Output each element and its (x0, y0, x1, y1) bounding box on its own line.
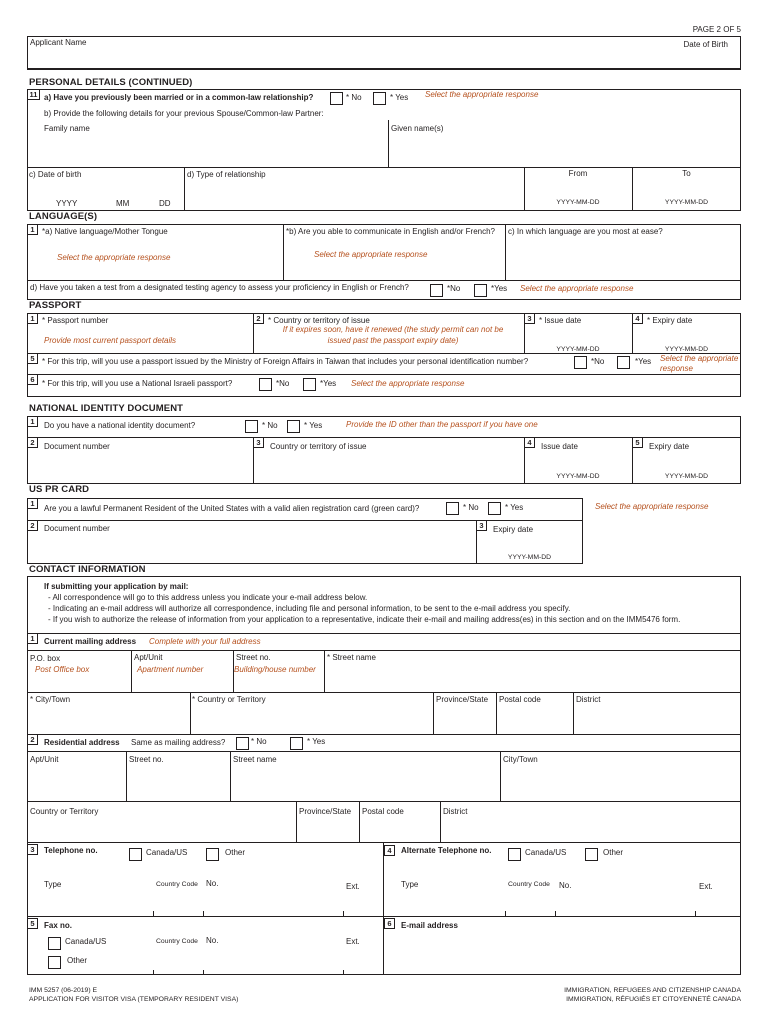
extension-label: Ext. (699, 882, 713, 891)
taiwan-yes-checkbox[interactable] (617, 356, 630, 369)
province-label: Province/State (299, 807, 352, 816)
canada-us-label: Canada/US (525, 848, 567, 857)
hint-text: Apartment number (137, 665, 204, 674)
canada-us-label: Canada/US (146, 848, 188, 857)
issue-date-label: * Issue date (539, 316, 582, 325)
other-label: Other (603, 848, 624, 857)
department-name-fr: IMMIGRATION, RÉFUGIÉS ET CITOYENNETÉ CANADA (566, 996, 741, 1003)
question-number: 1 (27, 633, 38, 644)
hint-text: Select the appropriate response (595, 502, 709, 511)
apt-unit-label: Apt/Unit (30, 755, 59, 764)
previous-relationship-yes-checkbox[interactable] (373, 92, 386, 105)
hint-text: response (660, 364, 693, 373)
fax-label: Fax no. (44, 921, 73, 930)
most-at-ease-label: c) In which language are you most at ease? (508, 227, 663, 236)
from-label: From (568, 169, 588, 178)
mail-instruction: - All correspondence will go to this address unless you indicate your e-mail address below. (48, 593, 368, 602)
section-title-contact: CONTACT INFORMATION (29, 564, 146, 575)
dob-label: c) Date of birth (29, 170, 82, 179)
section-title-personal: PERSONAL DETAILS (CONTINUED) (29, 77, 193, 88)
applicant-name-label: Applicant Name (30, 38, 87, 47)
question-number: 2 (27, 520, 38, 531)
district-label: District (576, 695, 601, 704)
us-pr-yes-checkbox[interactable] (488, 502, 501, 515)
mail-instructions-title: If submitting your application by mail: (44, 582, 189, 591)
israeli-no-checkbox[interactable] (259, 378, 272, 391)
section-title-us-pr-card: US PR CARD (29, 484, 90, 495)
us-pr-no-checkbox[interactable] (446, 502, 459, 515)
date-format-label: YYYY-MM-DD (556, 346, 600, 353)
question-number: 3 (27, 844, 38, 855)
fax-canada-us-checkbox[interactable] (48, 937, 61, 950)
question-number: 1 (27, 224, 38, 235)
dd-label: DD (159, 199, 171, 208)
israeli-yes-checkbox[interactable] (303, 378, 316, 391)
hint-text: Complete with your full address (149, 637, 261, 646)
mailing-address-label: Current mailing address (44, 637, 137, 646)
question-number: 1 (27, 498, 38, 509)
date-format-label: YYYY-MM-DD (556, 473, 600, 480)
yyyy-label: YYYY (56, 199, 78, 208)
question-number: 11 (27, 89, 40, 100)
yes-label: *Yes (320, 379, 337, 388)
other-label: Other (67, 956, 88, 965)
us-pr-question: Are you a lawful Permanent Resident of the United States with a valid alien registration card (green card)? (44, 504, 420, 513)
previous-partner-instructions: b) Provide the following details for your previous Spouse/Common-law Partner: (44, 109, 324, 118)
yes-label: *Yes (491, 284, 508, 293)
question-number: 2 (253, 313, 264, 324)
postal-code-label: Postal code (499, 695, 541, 704)
country-code-label: Country Code (156, 881, 198, 888)
type-label: Type (44, 880, 62, 889)
form-id: IMM 5257 (06-2019) E (29, 987, 98, 994)
number-label: No. (206, 879, 219, 888)
po-box-label: P.O. box (30, 654, 61, 663)
no-label: * No (262, 421, 278, 430)
street-number-label: Street no. (129, 755, 164, 764)
hint-text: Select the appropriate response (57, 253, 171, 262)
mail-instruction: - Indicating an e-mail address will authorize all correspondence, including file and personal information, to be sent to the e-mail address you specify. (48, 604, 571, 613)
question-number: 3 (476, 520, 487, 531)
alt-telephone-other-checkbox[interactable] (585, 848, 598, 861)
question-number: 4 (632, 313, 643, 324)
telephone-label: Telephone no. (44, 846, 98, 855)
hint-text: Select the appropriate response (314, 250, 428, 259)
family-name-label: Family name (44, 124, 90, 133)
expiry-date-label: * Expiry date (647, 316, 693, 325)
given-names-label: Given name(s) (391, 124, 444, 133)
native-language-label: *a) Native language/Mother Tongue (42, 227, 168, 236)
same-address-no-checkbox[interactable] (236, 737, 249, 750)
canada-us-label: Canada/US (65, 937, 107, 946)
date-format-label: YYYY-MM-DD (556, 199, 600, 206)
question-number: 1 (27, 313, 38, 324)
country-of-issue-label: * Country or territory of issue (268, 316, 370, 325)
telephone-canada-us-checkbox[interactable] (129, 848, 142, 861)
question-number: 6 (384, 918, 395, 929)
yes-label: * Yes (505, 503, 524, 512)
expiry-date-label: Expiry date (649, 442, 690, 451)
country-code-label: Country Code (156, 938, 198, 945)
yes-label: * Yes (307, 737, 326, 746)
previous-relationship-no-checkbox[interactable] (330, 92, 343, 105)
city-label: City/Town (503, 755, 538, 764)
question-number: 3 (524, 313, 535, 324)
number-label: No. (559, 881, 572, 890)
communicate-label: *b) Are you able to communicate in English and/or French? (286, 227, 496, 236)
yes-label: * Yes (390, 93, 409, 102)
apt-unit-label: Apt/Unit (134, 653, 163, 662)
personal-details-box (27, 89, 741, 211)
applicant-name-field[interactable] (27, 36, 741, 70)
telephone-other-checkbox[interactable] (206, 848, 219, 861)
province-label: Province/State (436, 695, 489, 704)
hint-text: Select the appropriate response (425, 90, 539, 99)
email-label: E-mail address (401, 921, 458, 930)
no-label: *No (447, 284, 461, 293)
hint-text: Select the appropriate (660, 354, 739, 363)
taiwan-no-checkbox[interactable] (574, 356, 587, 369)
israeli-passport-question: * For this trip, will you use a National Israeli passport? (42, 379, 233, 388)
date-format-label: YYYY-MM-DD (664, 346, 709, 353)
same-address-yes-checkbox[interactable] (290, 737, 303, 750)
question-number: 2 (27, 437, 38, 448)
hint-text: Select the appropriate response (351, 379, 465, 388)
section-title-passport: PASSPORT (29, 300, 82, 311)
document-number-label: Document number (44, 442, 110, 451)
number-label: No. (206, 936, 219, 945)
page-number: PAGE 2 OF 5 (692, 25, 741, 34)
section-title-national-id: NATIONAL IDENTITY DOCUMENT (29, 403, 184, 414)
question-number: 5 (27, 353, 38, 364)
extension-label: Ext. (346, 937, 360, 946)
relationship-type-label: d) Type of relationship (187, 170, 266, 179)
department-name-en: IMMIGRATION, REFUGEES AND CITIZENSHIP CANADA (564, 987, 741, 994)
hint-text: If it expires soon, have it renewed (the study permit can not be (282, 325, 504, 334)
city-label: * City/Town (30, 695, 71, 704)
national-id-no-checkbox[interactable] (245, 420, 258, 433)
alt-telephone-canada-us-checkbox[interactable] (508, 848, 521, 861)
language-test-question: d) Have you taken a test from a designated testing agency to assess your proficiency in English or French? (30, 283, 409, 292)
fax-other-checkbox[interactable] (48, 956, 61, 969)
date-of-birth-label: Date of Birth (683, 40, 728, 49)
hint-text: issued past the passport expiry date) (327, 336, 459, 345)
national-id-yes-checkbox[interactable] (287, 420, 300, 433)
residential-address-label: Residential address (44, 738, 120, 747)
district-label: District (443, 807, 468, 816)
taiwan-passport-question: * For this trip, will you use a passport issued by the Ministry of Foreign Affairs in Taiwan that includes your personal identification number? (42, 357, 529, 366)
language-test-no-checkbox[interactable] (430, 284, 443, 297)
same-as-mailing-label: Same as mailing address? (131, 738, 226, 747)
postal-code-label: Postal code (362, 807, 404, 816)
language-test-yes-checkbox[interactable] (474, 284, 487, 297)
street-name-label: * Street name (327, 653, 376, 662)
date-format-label: YYYY-MM-DD (507, 554, 552, 561)
no-label: * No (251, 737, 267, 746)
mm-label: MM (116, 199, 130, 208)
yes-label: *Yes (635, 357, 652, 366)
date-format-label: YYYY-MM-DD (664, 199, 709, 206)
question-number: 5 (27, 918, 38, 929)
street-number-label: Street no. (236, 653, 271, 662)
question-number: 5 (632, 437, 643, 448)
question-number: 6 (27, 374, 38, 385)
mail-instruction: - If you wish to authorize the release of information from your application to a representative, indicate their e-mail and mailing address(es) in this section and on the IMM5476 form. (48, 615, 681, 624)
hint-text: Post Office box (35, 665, 90, 674)
hint-text: Building/house number (234, 665, 316, 674)
question-number: 3 (253, 437, 264, 448)
hint-text: Provide most current passport details (44, 336, 177, 345)
to-label: To (682, 169, 691, 178)
country-label: * Country or Territory (192, 695, 266, 704)
country-label: Country or Territory (30, 807, 99, 816)
no-label: *No (591, 357, 605, 366)
extension-label: Ext. (346, 882, 360, 891)
issue-date-label: Issue date (541, 442, 578, 451)
form-name: APPLICATION FOR VISITOR VISA (TEMPORARY RESIDENT VISA) (29, 996, 239, 1003)
passport-number-label: * Passport number (42, 316, 109, 325)
country-code-label: Country Code (508, 881, 550, 888)
hint-text: Provide the ID other than the passport if you have one (346, 420, 538, 429)
no-label: *No (276, 379, 290, 388)
hint-text: Select the appropriate response (520, 284, 634, 293)
question-number: 4 (524, 437, 535, 448)
other-label: Other (225, 848, 246, 857)
question-number: 1 (27, 416, 38, 427)
expiry-date-label: Expiry date (493, 525, 534, 534)
section-title-language: LANGUAGE(S) (29, 211, 98, 222)
question-number: 4 (384, 845, 395, 856)
question-number: 2 (27, 734, 38, 745)
country-of-issue-label: Country or territory of issue (270, 442, 367, 451)
type-label: Type (401, 880, 419, 889)
alternate-telephone-label: Alternate Telephone no. (401, 846, 492, 855)
date-format-label: YYYY-MM-DD (664, 473, 709, 480)
no-label: * No (463, 503, 479, 512)
street-name-label: Street name (233, 755, 277, 764)
national-id-question: Do you have a national identity document? (44, 421, 196, 430)
no-label: * No (346, 93, 362, 102)
yes-label: * Yes (304, 421, 323, 430)
previous-relationship-question: a) Have you previously been married or in a common-law relationship? (44, 93, 314, 102)
document-number-label: Document number (44, 524, 110, 533)
